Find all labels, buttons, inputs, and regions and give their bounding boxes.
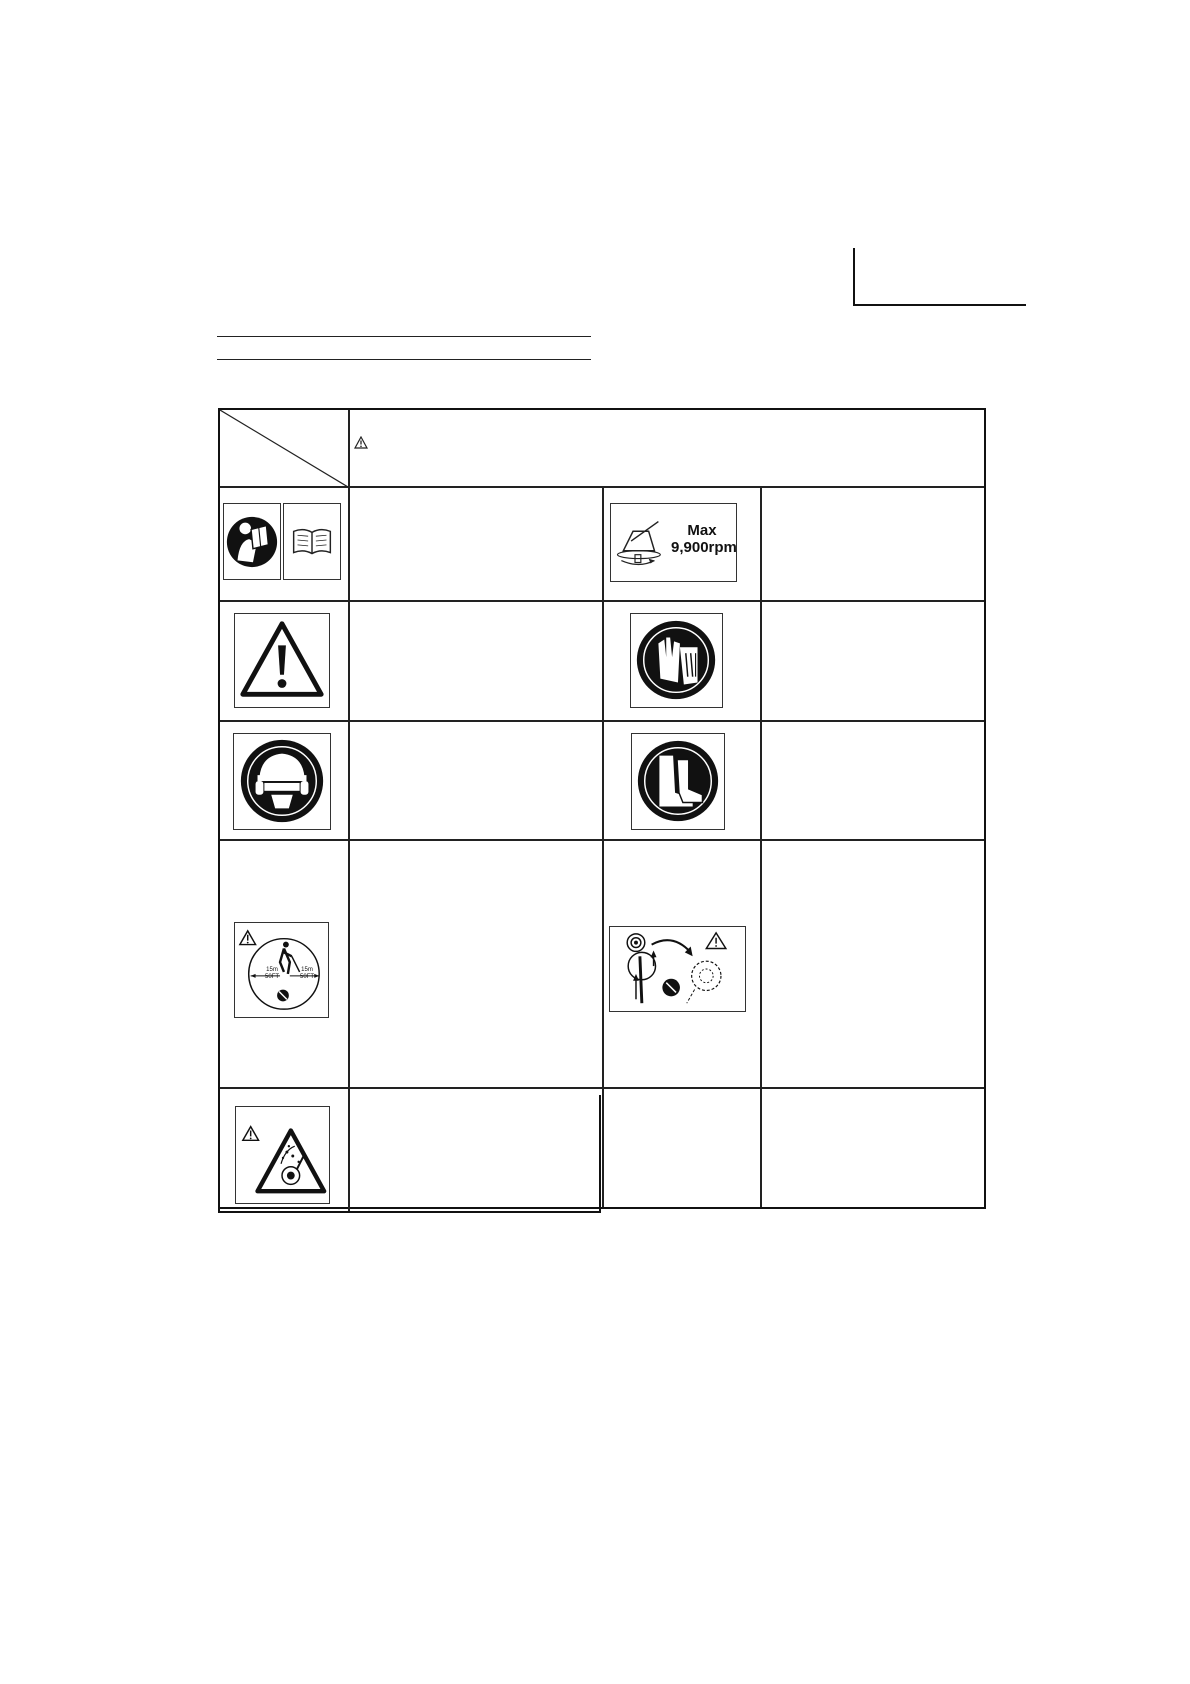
col-divider-2: [602, 487, 604, 1207]
read-manual-person-icon: [223, 503, 281, 580]
row-divider-3: [220, 720, 984, 722]
distance-right-ft: 50FT: [299, 974, 314, 980]
max-label: Max: [687, 522, 717, 539]
row-divider-5: [220, 1087, 984, 1089]
distance-left-m: 15m: [266, 967, 278, 973]
distance-left-ft: 50FT: [264, 974, 279, 980]
row-divider-2: [220, 600, 984, 602]
wear-boots-icon: [631, 733, 725, 830]
col-divider-3: [760, 487, 762, 1207]
blade-thrust-kickback-icon: [609, 926, 746, 1012]
warning-exclamation-icon: [234, 613, 330, 708]
keep-bystanders-away-icon: [234, 922, 329, 1018]
open-book-icon: [283, 503, 341, 580]
caution-triangle-icon: [354, 436, 368, 449]
wear-gloves-icon: [630, 613, 723, 708]
rpm-label: 9,900rpm: [671, 539, 737, 556]
title-rule-bottom: [217, 359, 591, 360]
row-divider-4: [220, 839, 984, 841]
wear-helmet-ear-eye-protection-icon: [233, 733, 331, 830]
page-number-box: [853, 248, 1026, 306]
thrown-objects-warning-icon: [235, 1106, 330, 1204]
distance-right-m: 15m: [301, 967, 313, 973]
title-rule-top: [217, 336, 591, 337]
header-diagonal: [220, 410, 348, 487]
last-row-divider: [348, 1095, 350, 1211]
blade-max-speed-icon: [610, 503, 737, 582]
